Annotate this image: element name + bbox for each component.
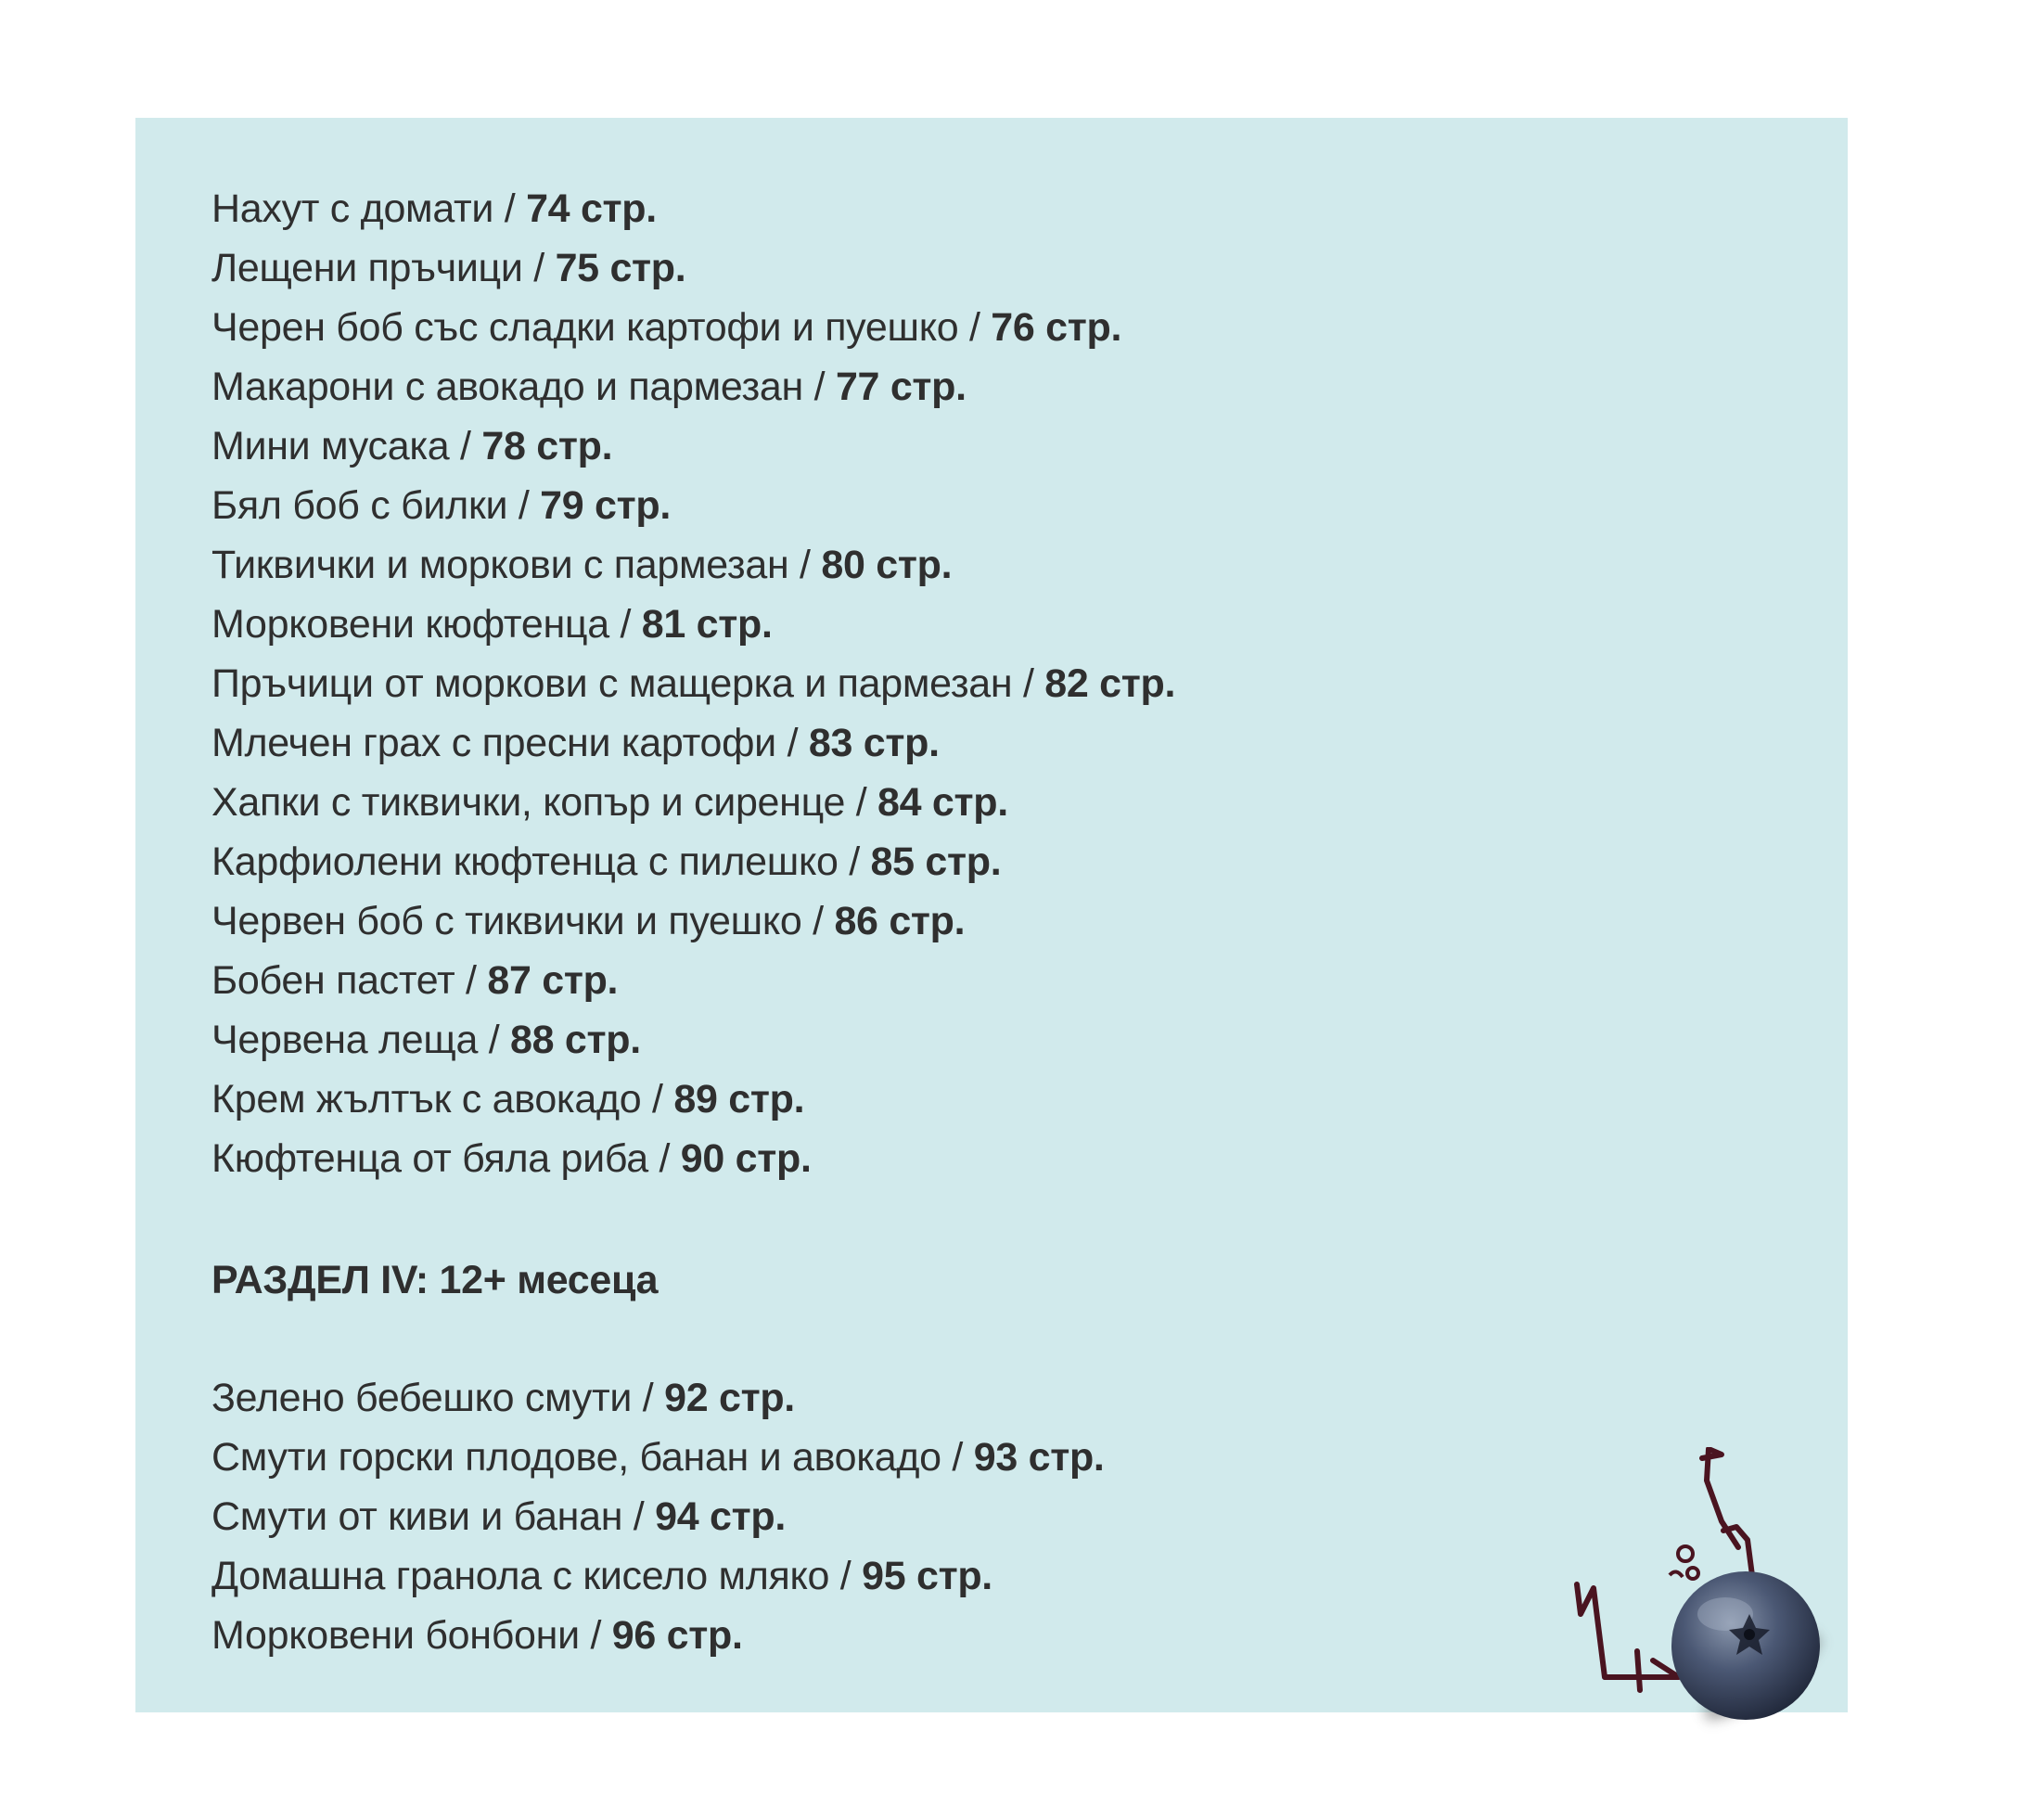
toc-entry [211,1606,1105,1665]
page-number: 79 стр. [540,483,672,528]
recipe-name: Карфиолени кюфтенца с пилешко [211,840,839,884]
recipe-name: Червен боб с тиквички и пуешко [211,899,802,943]
separator: / [522,246,556,290]
page-number: 86 стр. [834,899,966,943]
recipe-list-part-2 [211,1368,1105,1665]
page-number: 82 стр. [1044,661,1176,706]
toc-entry [211,1129,1175,1188]
separator: / [941,1435,974,1480]
page-number: 95 стр. [862,1554,992,1598]
page-number: 94 стр. [655,1494,786,1539]
separator: / [478,1018,511,1062]
recipe-name: Лещени пръчици [211,246,523,290]
recipe-name: Макарони с авокадо и пармезан [211,365,803,409]
page-number: 96 стр. [611,1613,743,1658]
page-number: 76 стр. [991,305,1122,350]
recipe-name: Смути от киви и банан [211,1494,623,1539]
page-number: 85 стр. [870,840,1002,884]
recipe-name: Кюфтенца от бяла риба [211,1136,648,1181]
toc-entry [211,832,1175,891]
section-title: РАЗДЕЛ IV: 12+ месеца [211,1258,659,1302]
page-number: 89 стр. [673,1077,805,1121]
separator: / [493,186,527,231]
separator: / [579,1613,612,1658]
toc-entry [211,238,1175,298]
toc-entry [211,417,1175,476]
recipe-name: Смути горски плодове, банан и авокадо [211,1435,941,1480]
toc-entry [211,1010,1175,1070]
recipe-name: Морковени бонбони [211,1613,580,1658]
toc-entry [211,713,1175,773]
page-number: 90 стр. [680,1136,812,1181]
separator: / [507,483,541,528]
separator: / [801,899,835,943]
separator: / [647,1136,681,1181]
separator: / [958,305,992,350]
separator: / [829,1554,863,1598]
toc-entry [211,1546,1105,1606]
recipe-list-part-1 [211,179,1175,1188]
toc-entry [211,357,1175,417]
separator: / [788,543,822,587]
recipe-name: Хапки с тиквички, копър и сиренце [211,780,846,825]
recipe-name: Тиквички и моркови с пармезан [211,543,789,587]
toc-entry [211,595,1175,654]
page-number: 92 стр. [664,1376,795,1420]
recipe-name: Крем жълтък с авокадо [211,1077,642,1121]
toc-entry [211,535,1175,595]
separator: / [802,365,836,409]
page-number: 87 стр. [487,958,619,1003]
separator: / [455,958,488,1003]
page-number: 84 стр. [877,780,1008,825]
toc-entry [211,476,1175,535]
recipe-name: Мини мусака [211,424,450,468]
recipe-name: Нахут с домати [211,186,494,231]
page-number: 83 стр. [808,721,940,765]
separator: / [641,1077,674,1121]
recipe-name: Черен боб със сладки картофи и пуешко [211,305,959,350]
separator: / [632,1376,665,1420]
toc-entry [211,1487,1105,1546]
toc-entry [211,1428,1105,1487]
separator: / [608,602,642,647]
toc-entry [211,298,1175,357]
page-number: 80 стр. [821,543,953,587]
page-number: 88 стр. [510,1018,641,1062]
toc-entry [211,951,1175,1010]
recipe-name: Млечен грах с пресни картофи [211,721,776,765]
separator: / [838,840,871,884]
toc-entry [211,179,1175,238]
blueberry-character-icon [1540,1447,1855,1753]
separator: / [845,780,878,825]
separator: / [449,424,482,468]
toc-entry [211,891,1175,951]
separator: / [622,1494,656,1539]
recipe-name: Червена леща [211,1018,479,1062]
page-number: 77 стр. [835,365,967,409]
recipe-name: Морковени кюфтенца [211,602,609,647]
recipe-name: Домашна гранола с кисело мляко [211,1554,830,1598]
recipe-name: Зелено бебешко смути [211,1376,633,1420]
page-number: 81 стр. [641,602,773,647]
recipe-name: Бял боб с билки [211,483,508,528]
toc-entry [211,773,1175,832]
separator: / [1012,661,1045,706]
page-number: 74 стр. [526,186,657,231]
page-number: 78 стр. [481,424,613,468]
page-number: 75 стр. [555,246,686,290]
separator: / [775,721,809,765]
page-number: 93 стр. [973,1435,1105,1480]
toc-entry [211,1368,1105,1428]
recipe-name: Пръчици от моркови с мащерка и пармезан [211,661,1013,706]
toc-entry [211,1070,1175,1129]
recipe-name: Бобен пастет [211,958,455,1003]
toc-entry [211,654,1175,713]
